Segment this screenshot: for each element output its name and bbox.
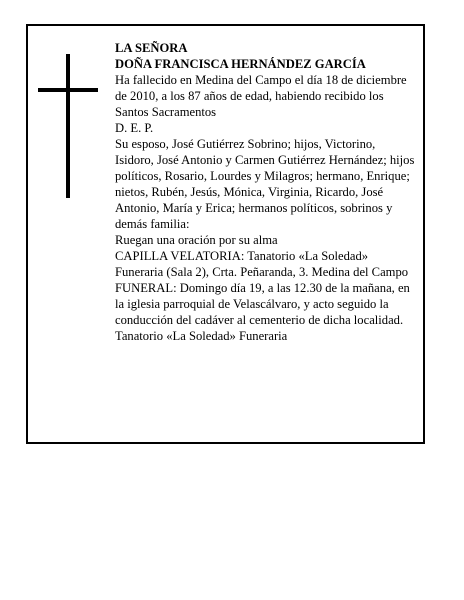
heading-deceased-name: DOÑA FRANCISCA HERNÁNDEZ GARCÍA <box>115 57 366 71</box>
obituary-notice <box>26 24 425 444</box>
funeral-info: FUNERAL: Domingo día 19, a las 12.30 de la mañana, en la iglesia parroquial de Velascálvaro, y acto seguido la conducción del cadáver al cementerio de dicha localidad. <box>115 281 410 327</box>
family-list: Su esposo, José Gutiérrez Sobrino; hijos, Victorino, Isidoro, José Antonio y Carmen Gutiérrez Hernández; hijos políticos, Rosario, Lourdes y Milagros; hermano, Enrique; nietos, Rubén, Jesús, Mónica, Virginia, Ricardo, José Antonio, María y Erica; hermanos políticos, sobrinos y demás familia: <box>115 137 415 231</box>
death-announcement: Ha fallecido en Medina del Campo el día 18 de diciembre de 2010, a los 87 años de edad, habiendo recibido los Santos Sacramentos <box>115 73 407 119</box>
cross-vertical-bar <box>66 54 70 198</box>
prayer-request: Ruegan una oración por su alma <box>115 233 278 247</box>
cross-icon <box>38 54 98 198</box>
rip-line: D. E. P. <box>115 121 154 135</box>
heading-title: LA SEÑORA <box>115 41 188 55</box>
chapel-info: CAPILLA VELATORIA: Tanatorio «La Soledad» Funeraria (Sala 2), Crta. Peñaranda, 3. Medina del Campo <box>115 249 409 279</box>
funeral-home: Tanatorio «La Soledad» Funeraria <box>115 329 288 343</box>
notice-text <box>115 40 417 344</box>
cross-horizontal-bar <box>38 88 98 92</box>
